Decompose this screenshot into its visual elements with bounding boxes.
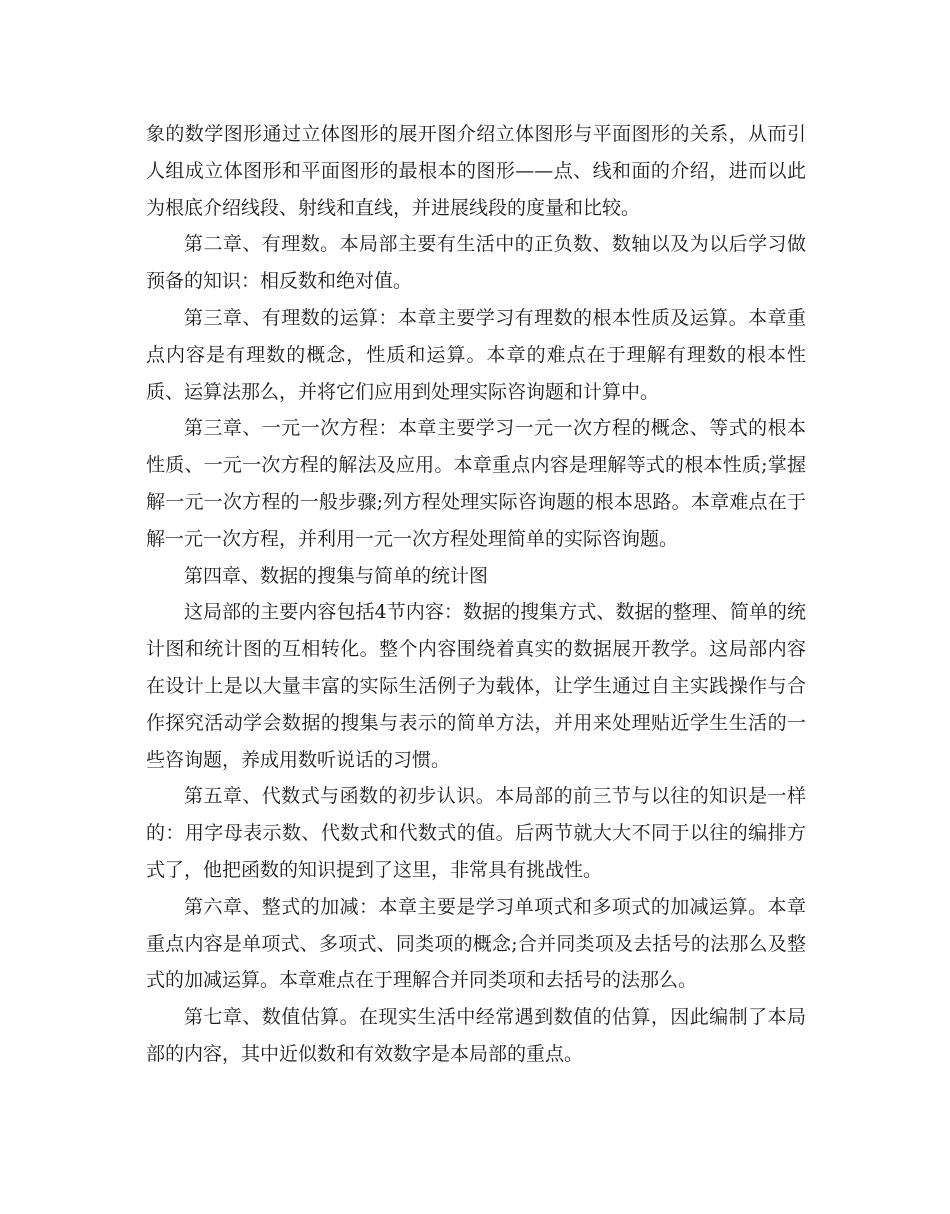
paragraph-chapter-3-operations: 第三章、有理数的运算：本章主要学习有理数的根本性质及运算。本章重点内容是有理数的概念，性质和运算。本章的难点在于理解有理数的根本性质、运算法那么，并将它们应用到处理实际咨询题和计算中。 [146, 306, 806, 403]
paragraph-chapter-5: 第五章、代数式与函数的初步认识。本局部的前三节与以往的知识是一样的：用字母表示数、代数式和代数式的值。后两节就大大不同于以往的编排方式了，他把函数的知识提到了这里，非常具有挑战性。 [146, 785, 806, 881]
paragraph-chapter-4-title: 第四章、数据的搜集与简单的统计图 [184, 564, 489, 587]
paragraph-intro-continuation: 象的数学图形通过立体图形的展开图介绍立体图形与平面图形的关系，从而引人组成立体图形和平面图形的最根本的图形——点、线和面的介绍，进而以此为根底介绍线段、射线和直线，并进展线段的度量和比较。 [146, 123, 806, 219]
document-body [146, 116, 806, 1073]
paragraph-chapter-6: 第六章、整式的加减：本章主要是学习单项式和多项式的加减运算。本章重点内容是单项式、多项式、同类项的概念;合并同类项及去括号的法那么及整式的加减运算。本章难点在于理解合并同类项和去括号的法那么。 [146, 895, 806, 992]
paragraph-chapter-7: 第七章、数值估算。在现实生活中经常遇到数值的估算，因此编制了本局部的内容，其中近似数和有效数字是本局部的重点。 [146, 1006, 806, 1065]
paragraph-chapter-3-equations: 第三章、一元一次方程：本章主要学习一元一次方程的概念、等式的根本性质、一元一次方程的解法及应用。本章重点内容是理解等式的根本性质;掌握解一元一次方程的一般步骤;列方程处理实际咨询题的根本思路。本章难点在于解一元一次方程，并利用一元一次方程处理简单的实际咨询题。 [146, 417, 806, 550]
paragraph-chapter-2: 第二章、有理数。本局部主要有生活中的正负数、数轴以及为以后学习做预备的知识：相反数和绝对值。 [146, 233, 806, 293]
paragraph-chapter-4-body: 这局部的主要内容包括4节内容：数据的搜集方式、数据的整理、简单的统计图和统计图的互相转化。整个内容围绕着真实的数据展开教学。这局部内容在设计上是以大量丰富的实际生活例子为载体，让学生通过自主实践操作与合作探究活动学会数据的搜集与表示的简单方法，并用来处理贴近学生生活的一些咨询题，养成用数听说话的习惯。 [146, 601, 806, 771]
